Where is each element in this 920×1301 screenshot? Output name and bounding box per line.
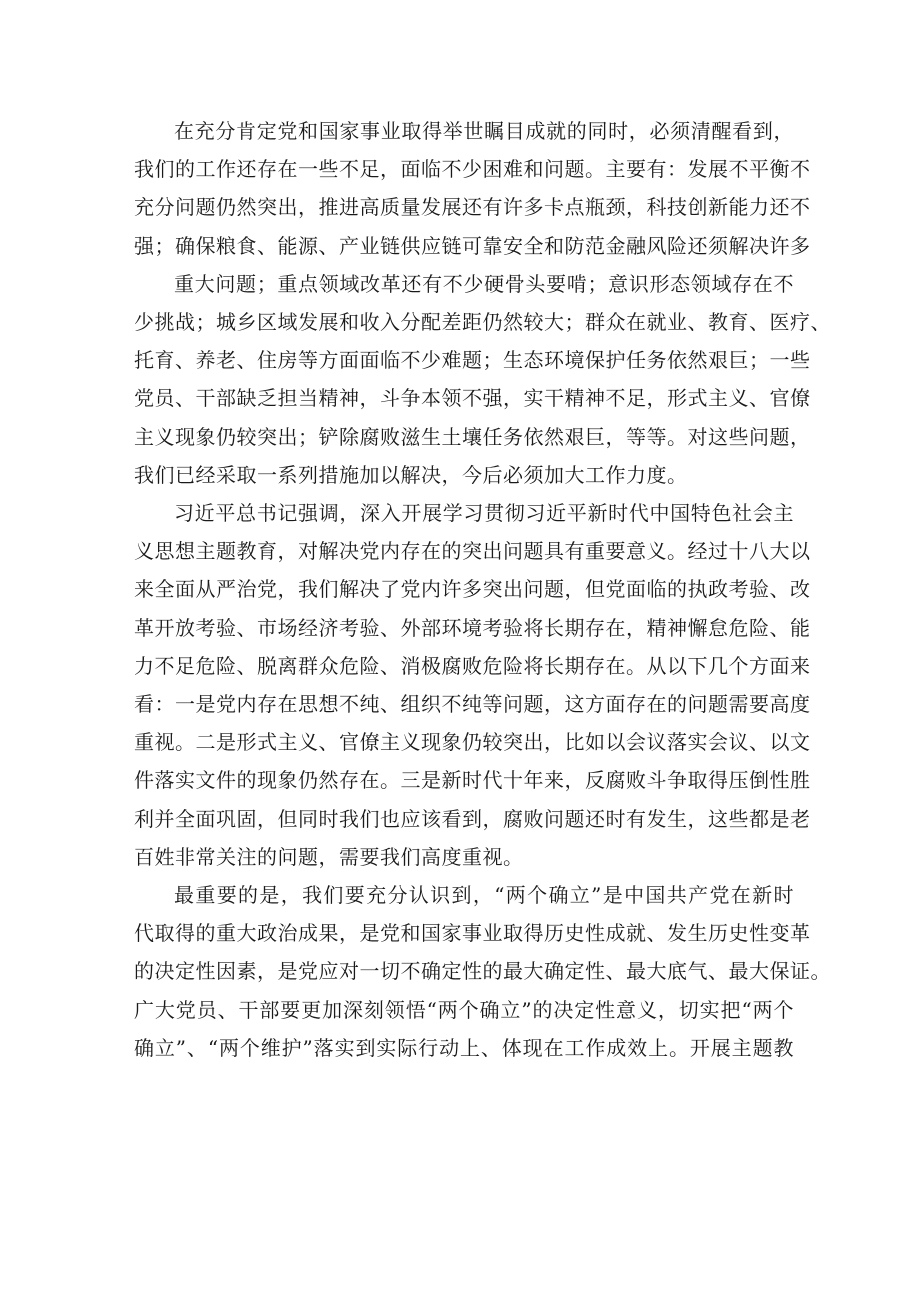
paragraph-2 (134, 265, 831, 494)
paragraph-3 (134, 494, 811, 876)
text-line: 看：一是党内存在思想不纯、组织不纯等问题，这方面存在的问题需要高度 (134, 692, 811, 717)
text-line: 确立”、“两个维护”落实到实际行动上、体现在工作成效上。开展主题教 (134, 1035, 794, 1060)
text-line: 最重要的是，我们要充分认识到，“两个确立”是中国共产党在新时 (174, 883, 794, 908)
text-line: 利并全面巩固，但同时我们也应该看到，腐败问题还时有发生，这些都是老 (134, 806, 811, 831)
text-line: 党员、干部缺乏担当精神，斗争本领不强，实干精神不足，形式主义、官僚 (134, 386, 811, 411)
text-line: 我们的工作还存在一些不足，面临不少困难和问题。主要有：发展不平衡不 (134, 157, 811, 182)
text-line: 托育、养老、住房等方面面临不少难题；生态环境保护任务依然艰巨；一些 (134, 348, 811, 373)
document-body (134, 112, 831, 1067)
text-line: 重大问题；重点领域改革还有不少硬骨头要啃；意识形态领域存在不 (174, 271, 794, 296)
text-line: 件落实文件的现象仍然存在。三是新时代十年来，反腐败斗争取得压倒性胜 (134, 768, 811, 793)
text-line: 来全面从严治党，我们解决了党内许多突出问题，但党面临的执政考验、改 (134, 577, 811, 602)
text-line: 力不足危险、脱离群众危险、消极腐败危险将长期存在。从以下几个方面来 (134, 653, 811, 678)
text-line: 习近平总书记强调，深入开展学习贯彻习近平新时代中国特色社会主 (174, 501, 794, 526)
text-line: 我们已经采取一系列措施加以解决，今后必须加大工作力度。 (134, 462, 688, 487)
text-line: 重视。二是形式主义、官僚主义现象仍较突出，比如以会议落实会议、以文 (134, 730, 811, 755)
paragraph-1 (134, 112, 811, 265)
text-line: 的决定性因素，是党应对一切不确定性的最大确定性、最大底气、最大保证。 (134, 959, 831, 984)
text-line: 主义现象仍较突出；铲除腐败滋生土壤任务依然艰巨，等等。对这些问题， (134, 424, 811, 449)
text-line: 义思想主题教育，对解决党内存在的突出问题具有重要意义。经过十八大以 (134, 539, 811, 564)
paragraph-4 (134, 876, 831, 1067)
text-line: 在充分肯定党和国家事业取得举世瞩目成就的同时，必须清醒看到， (174, 119, 794, 143)
text-line: 代取得的重大政治成果，是党和国家事业取得历史性成就、发生历史性变革 (134, 921, 811, 946)
text-line: 革开放考验、市场经济考验、外部环境考验将长期存在，精神懈怠危险、能 (134, 615, 811, 640)
text-line: 广大党员、干部要更加深刻领悟“两个确立”的决定性意义，切实把“两个 (134, 997, 794, 1022)
text-line: 强；确保粮食、能源、产业链供应链可靠安全和防范金融风险还须解决许多 (134, 233, 811, 258)
text-line: 百姓非常关注的问题，需要我们高度重视。 (134, 844, 524, 869)
text-line: 充分问题仍然突出，推进高质量发展还有许多卡点瓶颈，科技创新能力还不 (134, 195, 811, 220)
text-line: 少挑战；城乡区域发展和收入分配差距仍然较大；群众在就业、教育、医疗、 (134, 310, 831, 335)
